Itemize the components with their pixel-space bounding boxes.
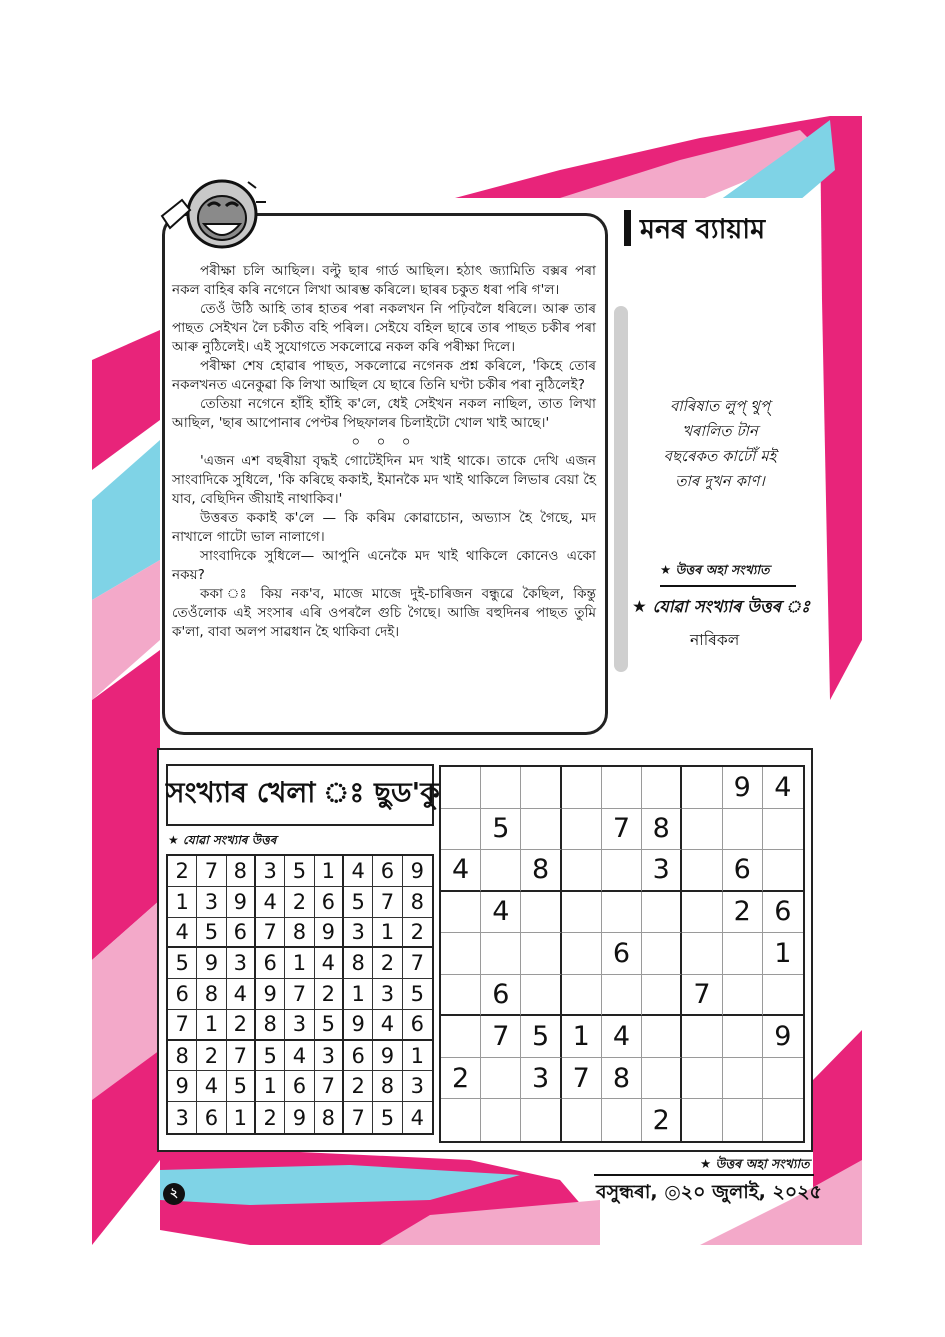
solution-cell: 3 <box>256 856 285 887</box>
solution-cell: 5 <box>373 1102 402 1133</box>
solution-cell: 3 <box>344 918 373 949</box>
solution-cell: 4 <box>168 918 197 949</box>
puzzle-cell[interactable] <box>441 1099 481 1141</box>
puzzle-cell[interactable] <box>441 1016 481 1058</box>
puzzle-cell[interactable] <box>642 767 682 809</box>
solution-cell: 9 <box>168 1071 197 1102</box>
game-title: সংখ্যাৰ খেলা ঃ ছুড'কু <box>166 776 440 809</box>
puzzle-cell[interactable] <box>763 975 803 1017</box>
solution-cell: 4 <box>227 979 256 1010</box>
solution-cell: 9 <box>315 918 344 949</box>
solution-cell: 1 <box>256 1071 285 1102</box>
solution-cell: 4 <box>197 1071 226 1102</box>
solution-cell: 6 <box>197 1102 226 1133</box>
puzzle-cell[interactable]: 3 <box>642 850 682 892</box>
solution-cell: 7 <box>285 979 314 1010</box>
puzzle-cell[interactable] <box>521 1099 561 1141</box>
puzzle-cell[interactable] <box>682 1099 722 1141</box>
solution-cell: 2 <box>373 948 402 979</box>
puzzle-cell[interactable] <box>682 892 722 934</box>
solution-cell: 7 <box>227 1041 256 1072</box>
solution-cell: 5 <box>403 979 432 1010</box>
story-paragraph: 'এজন এশ বছৰীয়া বৃদ্ধই গোটেইদিন মদ খাই থাকে। তাকে দেখি এজন সাংবাদিকে সুধিলে, 'কি কৰিছে ককাই, ইমানকৈ মদ খাই থাকিলে লিভাৰ বেয়া হৈ যাব, বেছিদিন জীয়াই নাথাকিব।' <box>172 453 596 507</box>
solution-cell: 3 <box>373 979 402 1010</box>
solution-cell: 6 <box>344 1041 373 1072</box>
puzzle-cell[interactable] <box>481 933 521 975</box>
footer-rule <box>594 1174 814 1176</box>
solution-cell: 2 <box>256 1102 285 1133</box>
puzzle-cell[interactable]: 2 <box>723 892 763 934</box>
puzzle-cell[interactable] <box>642 933 682 975</box>
solution-cell: 4 <box>256 887 285 918</box>
solution-cell: 5 <box>168 948 197 979</box>
section-title-box <box>624 206 814 250</box>
puzzle-cell[interactable] <box>602 1099 642 1141</box>
solution-cell: 1 <box>403 1041 432 1072</box>
puzzle-cell[interactable] <box>441 767 481 809</box>
section-title: মনৰ ব্যায়াম <box>640 214 766 245</box>
puzzle-cell[interactable] <box>521 933 561 975</box>
solution-cell: 5 <box>256 1041 285 1072</box>
puzzle-cell[interactable]: 6 <box>723 850 763 892</box>
puzzle-cell[interactable] <box>682 1016 722 1058</box>
puzzle-cell[interactable] <box>441 975 481 1017</box>
solution-cell: 3 <box>285 1010 314 1041</box>
solution-cell: 9 <box>256 979 285 1010</box>
puzzle-cell[interactable]: 3 <box>521 1058 561 1100</box>
solution-cell: 9 <box>285 1102 314 1133</box>
solution-cell: 5 <box>285 856 314 887</box>
solution-cell: 6 <box>256 948 285 979</box>
story-paragraph: ককা ঃ কিয় নক'ব, মাজে মাজে দুই-চাৰিজন বন্ধুৱে কৈছিল, কিন্তু তেওঁলোক এই সংসাৰ এৰি ওপৰলৈ গুচি গৈছে। আজি বহুদিনৰ পাছত তুমি ক'লা, বাবা অলপ সাৱধান হৈ থাকিবা দেই। <box>172 586 596 640</box>
story-paragraph: তেওঁ উঠি আহি তাৰ হাতৰ পৰা নকলখন নি পঢ়িবলৈ ধৰিলে। আৰু তাৰ পাছত সেইখন লৈ চকীত বহি পৰিল। সেইযে বহিল ছাৰে তাৰ পাছত চকীৰ পৰা আৰু নুঠিলেই। এই সুযোগতে সকলোৱে নকল কৰি পৰীক্ষা দিলে। <box>172 301 596 355</box>
solution-cell: 6 <box>373 856 402 887</box>
puzzle-cell[interactable] <box>521 767 561 809</box>
solution-cell: 1 <box>197 1010 226 1041</box>
riddle-line: বাৰিষাত লুপ্ থুপ্ <box>669 397 771 415</box>
solution-cell: 4 <box>410 1105 425 1130</box>
puzzle-cell[interactable]: 8 <box>521 850 561 892</box>
puzzle-cell[interactable] <box>562 1099 602 1141</box>
solution-cell: 9 <box>197 948 226 979</box>
solution-cell: 2 <box>227 1010 256 1041</box>
prev-answer: নাৰিকল <box>690 631 740 649</box>
solution-cell: 2 <box>285 887 314 918</box>
solution-cell: 4 <box>373 1010 402 1041</box>
solution-cell: 1 <box>315 856 344 887</box>
puzzle-cell[interactable] <box>642 975 682 1017</box>
puzzle-cell[interactable] <box>763 1058 803 1100</box>
puzzle-cell[interactable] <box>481 1099 521 1141</box>
solution-cell: 9 <box>403 856 432 887</box>
solution-cell: 6 <box>403 1010 432 1041</box>
puzzle-cell[interactable] <box>602 975 642 1017</box>
riddle-line: বছৰেকত কাটোঁ মই <box>663 447 777 465</box>
puzzle-cell[interactable]: 2 <box>642 1099 682 1141</box>
solution-cell: 2 <box>197 1041 226 1072</box>
solution-cell: 8 <box>315 1102 344 1133</box>
riddle-line: খৰালিত টান <box>682 422 758 440</box>
solution-cell: 8 <box>256 1010 285 1041</box>
puzzle-cell[interactable]: 2 <box>441 1058 481 1100</box>
puzzle-cell[interactable] <box>521 975 561 1017</box>
solution-cell: 3 <box>227 948 256 979</box>
solution-cell: 1 <box>344 979 373 1010</box>
solution-cell: 4 <box>285 1041 314 1072</box>
puzzle-cell[interactable] <box>682 1058 722 1100</box>
puzzle-cell[interactable] <box>521 892 561 934</box>
puzzle-cell[interactable] <box>682 933 722 975</box>
story-text <box>172 262 596 642</box>
puzzle-cell[interactable] <box>441 933 481 975</box>
puzzle-cell[interactable] <box>441 809 481 851</box>
solution-grid <box>166 854 434 1135</box>
puzzle-cell[interactable]: 5 <box>481 809 521 851</box>
puzzle-cell[interactable] <box>763 850 803 892</box>
story-paragraph: উত্তৰত ককাই ক'লে — কি কৰিম কোৱাচোন, অভ্যাস হৈ গৈছে, মদ নাখালে গাটো ভাল নালাগে। <box>172 510 596 545</box>
puzzle-cell[interactable] <box>602 892 642 934</box>
puzzle-cell[interactable]: 6 <box>763 892 803 934</box>
puzzle-cell[interactable] <box>723 975 763 1017</box>
prev-answer-label: ★ যোৱা সংখ্যাৰ উত্তৰ ঃ <box>632 597 810 616</box>
puzzle-cell[interactable]: 9 <box>763 1016 803 1058</box>
solution-cell: 8 <box>197 979 226 1010</box>
title-bar <box>624 210 631 246</box>
solution-cell: 7 <box>315 1071 344 1102</box>
puzzle-cell[interactable] <box>562 975 602 1017</box>
solution-cell: 9 <box>373 1041 402 1072</box>
note-underline <box>660 585 796 587</box>
solution-cell: 6 <box>315 887 344 918</box>
puzzle-cell[interactable] <box>723 1099 763 1141</box>
solution-cell: 7 <box>168 1010 197 1041</box>
puzzle-cell[interactable] <box>682 767 722 809</box>
puzzle-cell[interactable] <box>562 809 602 851</box>
page-number: ২ <box>163 1183 185 1205</box>
puzzle-cell[interactable]: 1 <box>763 933 803 975</box>
solution-cell: 3 <box>197 887 226 918</box>
solution-cell: 5 <box>344 887 373 918</box>
story-paragraph: তেতিয়া নগেনে হাঁহি হাঁহি ক'লে, ধেই সেইখন নকল নাছিল, তাত লিখা আছিল, 'ছাৰ আপোনাৰ পেণ্টৰ পিছফালৰ চিলাইটো খোল খাই আছে।' <box>172 396 597 431</box>
puzzle-cell[interactable] <box>763 809 803 851</box>
laughing-face-icon <box>160 176 270 256</box>
solution-cell: 6 <box>285 1071 314 1102</box>
puzzle-cell[interactable] <box>682 850 722 892</box>
solution-cell: 6 <box>168 979 197 1010</box>
puzzle-cell[interactable] <box>723 933 763 975</box>
solution-cell: 4 <box>344 856 373 887</box>
story-separator: ০ ০ ০ <box>351 434 417 450</box>
puzzle-cell[interactable] <box>562 850 602 892</box>
solution-cell: 7 <box>373 887 402 918</box>
puzzle-cell[interactable] <box>562 892 602 934</box>
solution-cell: 8 <box>373 1071 402 1102</box>
story-paragraph: সাংবাদিকে সুধিলে— আপুনি এনেকৈ মদ খাই থাকিলে কোনেও একো নকয়? <box>172 548 596 583</box>
puzzle-cell[interactable]: 6 <box>602 933 642 975</box>
story-paragraph: পৰীক্ষা শেষ হোৱাৰ পাছত, সকলোৱে নগেনক প্ৰশ্ন কৰিলে, 'কিহে তোৰ নকলখনত এনেকুৱা কি লিখা আছিল যে ছাৰে তিনি ঘণ্টা চকীৰ পৰা নুঠিলেই? <box>172 358 596 393</box>
puzzle-cell[interactable]: 5 <box>521 1016 561 1058</box>
puzzle-cell[interactable] <box>723 1016 763 1058</box>
puzzle-cell[interactable]: 1 <box>562 1016 602 1058</box>
story-paragraph: পৰীক্ষা চলি আছিল। বল্টু ছাৰ গাৰ্ড আছিল। হঠাৎ জ্যামিতি বক্সৰ পৰা নকল বাহিৰ কৰি নগেনে লিখা আৰম্ভ কৰিলে। ছাৰৰ চকুত ধৰা পৰি গ'ল। <box>172 263 596 298</box>
divider-bar <box>614 306 628 672</box>
solution-cell: 7 <box>403 948 432 979</box>
puzzle-cell[interactable] <box>521 809 561 851</box>
puzzle-cell[interactable]: 7 <box>481 1016 521 1058</box>
solution-cell: 8 <box>285 918 314 949</box>
solution-cell: 5 <box>315 1010 344 1041</box>
riddle-line: তাৰ দুখন কাণ। <box>675 472 765 490</box>
puzzle-cell[interactable]: 8 <box>642 809 682 851</box>
solution-cell: 2 <box>315 979 344 1010</box>
solution-cell: 1 <box>168 887 197 918</box>
puzzle-cell[interactable]: 6 <box>481 975 521 1017</box>
puzzle-cell[interactable] <box>481 850 521 892</box>
puzzle-cell[interactable]: 4 <box>441 850 481 892</box>
puzzle-cell[interactable] <box>723 1058 763 1100</box>
puzzle-cell[interactable] <box>562 767 602 809</box>
puzzle-cell[interactable]: 4 <box>481 892 521 934</box>
puzzle-cell[interactable] <box>441 892 481 934</box>
riddle <box>630 394 810 494</box>
riddle-answer-note: ★ উত্তৰ অহা সংখ্যাত <box>660 562 770 577</box>
puzzle-cell[interactable]: 4 <box>602 1016 642 1058</box>
puzzle-grid <box>439 765 805 1143</box>
puzzle-cell[interactable] <box>602 850 642 892</box>
solution-cell: 1 <box>285 948 314 979</box>
solution-cell: 3 <box>403 1071 432 1102</box>
solution-cell: 5 <box>197 918 226 949</box>
puzzle-cell[interactable]: 7 <box>682 975 722 1017</box>
puzzle-cell[interactable] <box>642 1058 682 1100</box>
puzzle-cell[interactable]: 4 <box>763 767 803 809</box>
bottom-answer-note: ★ উত্তৰ অহা সংখ্যাত <box>700 1156 810 1171</box>
solution-cell: 2 <box>403 918 432 949</box>
puzzle-cell[interactable] <box>682 809 722 851</box>
solution-cell: 7 <box>256 918 285 949</box>
solution-cell: 3 <box>315 1041 344 1072</box>
puzzle-cell[interactable] <box>763 1099 803 1141</box>
solution-cell: 8 <box>403 887 432 918</box>
solution-cell: 9 <box>344 1010 373 1041</box>
solution-cell: 4 <box>315 948 344 979</box>
puzzle-cell[interactable] <box>642 1016 682 1058</box>
puzzle-cell[interactable] <box>562 933 602 975</box>
puzzle-cell[interactable]: 8 <box>602 1058 642 1100</box>
puzzle-cell[interactable]: 7 <box>562 1058 602 1100</box>
puzzle-cell[interactable] <box>481 1058 521 1100</box>
puzzle-cell[interactable] <box>642 892 682 934</box>
solution-cell: 7 <box>344 1102 373 1133</box>
solution-cell: 2 <box>168 856 197 887</box>
solution-cell: 1 <box>373 918 402 949</box>
solution-label: ★ যোৱা সংখ্যাৰ উত্তৰ <box>168 833 277 847</box>
puzzle-cell[interactable]: 9 <box>723 767 763 809</box>
puzzle-cell[interactable] <box>602 767 642 809</box>
solution-cell: 7 <box>197 856 226 887</box>
footer-publication: বসুন্ধৰা, ◎২০ জুলাই, ২০২৫ <box>596 1181 822 1203</box>
solution-cell: 6 <box>227 918 256 949</box>
solution-cell: 8 <box>227 856 256 887</box>
solution-cell: 8 <box>344 948 373 979</box>
puzzle-cell[interactable]: 7 <box>602 809 642 851</box>
solution-cell: 2 <box>344 1071 373 1102</box>
solution-cell: 8 <box>168 1041 197 1072</box>
puzzle-cell[interactable] <box>723 809 763 851</box>
solution-cell: 1 <box>227 1102 256 1133</box>
solution-cell: 3 <box>168 1102 197 1133</box>
puzzle-cell[interactable] <box>481 767 521 809</box>
solution-cell: 9 <box>227 887 256 918</box>
solution-cell: 5 <box>227 1071 256 1102</box>
